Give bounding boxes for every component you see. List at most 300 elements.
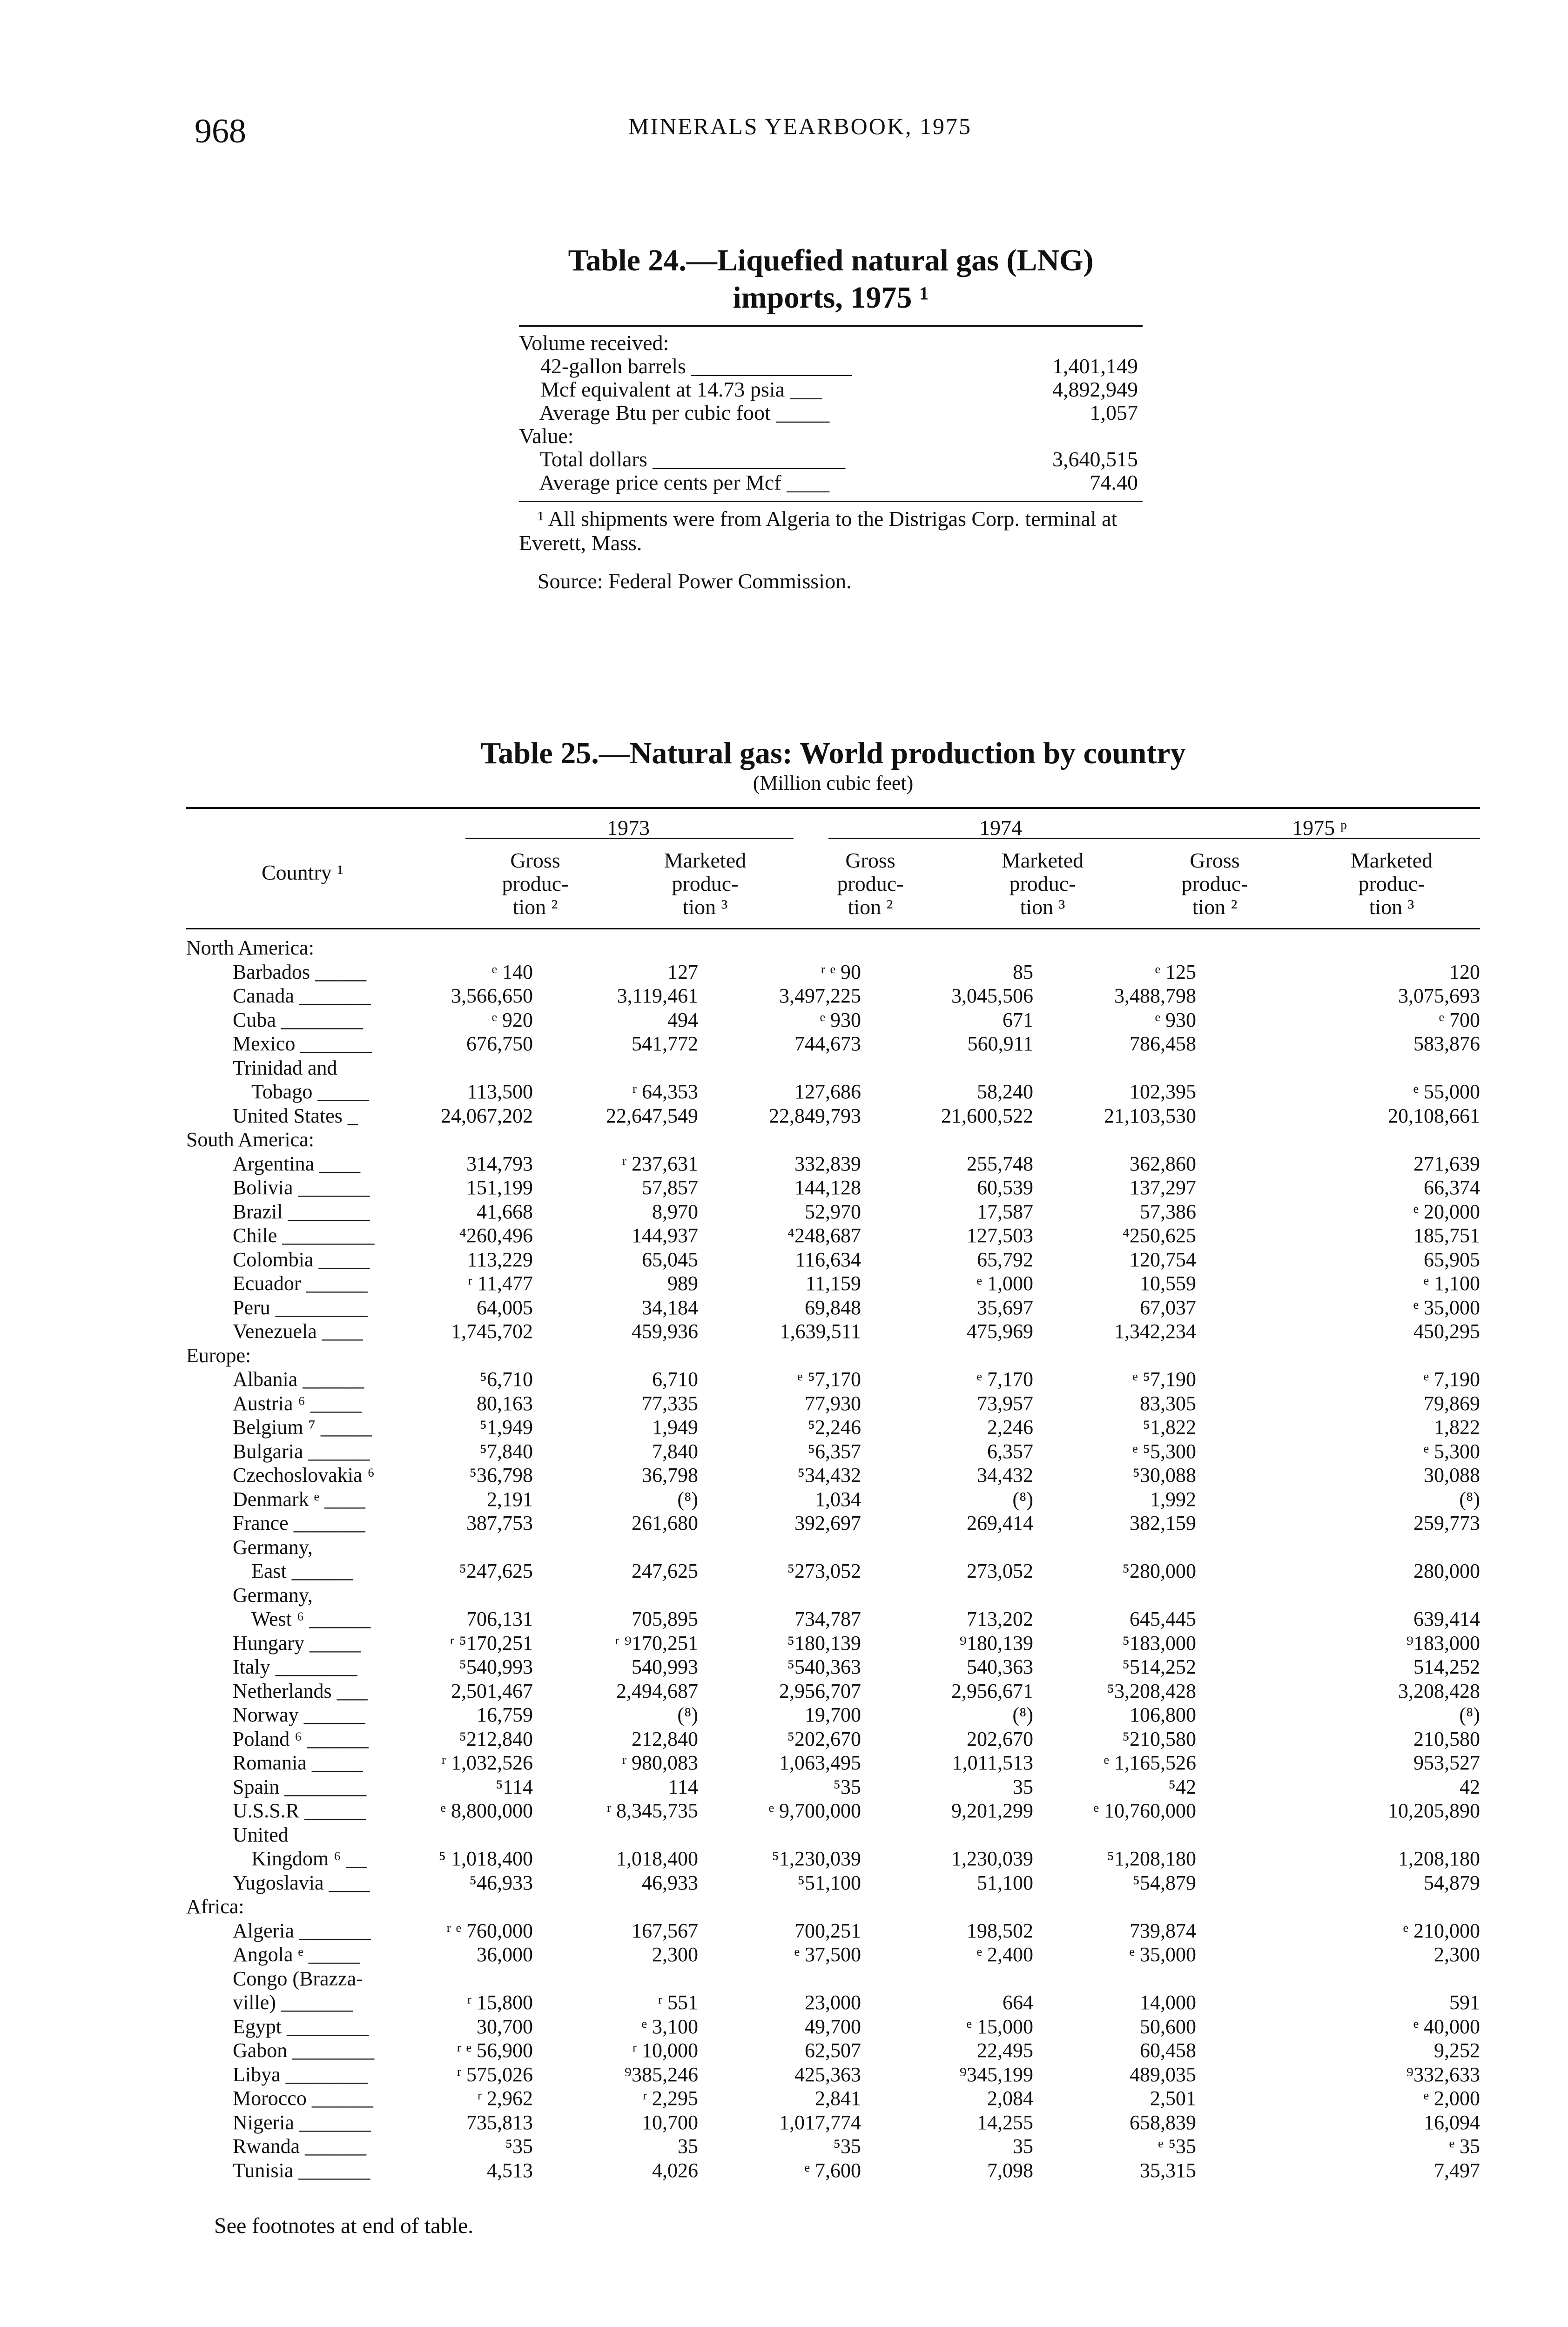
country-cell: North America: bbox=[186, 936, 314, 959]
column-header-line: tion ² bbox=[848, 895, 893, 919]
column-header-line: tion ³ bbox=[1369, 895, 1414, 919]
value-cell: ⁵35 bbox=[833, 2135, 861, 2158]
country-cell: Belgium ⁷ _____ bbox=[233, 1416, 372, 1439]
country-cell: Morocco ______ bbox=[233, 2087, 373, 2110]
value-cell: 102,395 bbox=[1130, 1080, 1196, 1103]
value-cell: 144,937 bbox=[632, 1224, 698, 1247]
value-cell: 459,936 bbox=[632, 1320, 698, 1343]
value-cell: ʳ 2,962 bbox=[477, 2087, 533, 2110]
value-cell: ᵉ 9,700,000 bbox=[768, 1799, 861, 1822]
table-row bbox=[186, 1775, 1480, 1799]
value-cell: ᵉ 700 bbox=[1439, 1008, 1480, 1031]
table-row bbox=[186, 1703, 1480, 1727]
country-cell: Yugoslavia ____ bbox=[233, 1871, 370, 1894]
value-cell: ⁹385,246 bbox=[624, 2063, 698, 2086]
table-row bbox=[186, 1679, 1480, 1703]
table-row bbox=[186, 1415, 1480, 1439]
value-cell: 639,414 bbox=[1413, 1607, 1480, 1630]
country-cell: Mexico _______ bbox=[233, 1032, 372, 1055]
column-header-line: tion ² bbox=[512, 895, 558, 919]
country-cell: Austria ⁶ _____ bbox=[233, 1392, 362, 1415]
value-cell: 36,000 bbox=[477, 1943, 533, 1966]
table-row bbox=[186, 1727, 1480, 1751]
value-cell: 144,128 bbox=[794, 1176, 861, 1199]
table-row bbox=[186, 1535, 1480, 1560]
value-cell: 57,386 bbox=[1140, 1200, 1196, 1223]
table-row bbox=[186, 1439, 1480, 1464]
value-cell: 658,839 bbox=[1130, 2111, 1196, 2134]
table-row bbox=[186, 1919, 1480, 1943]
value-cell: 3,566,650 bbox=[451, 984, 533, 1007]
value-cell: 2,494,687 bbox=[616, 1679, 698, 1702]
marketed-production-header-1974 bbox=[954, 849, 1131, 919]
value-cell: 34,432 bbox=[977, 1464, 1033, 1486]
value-cell: 560,911 bbox=[967, 1032, 1033, 1055]
value-cell: 1,230,039 bbox=[951, 1847, 1033, 1870]
country-cell: U.S.S.R ______ bbox=[233, 1799, 366, 1822]
value-cell: ᵉ 15,000 bbox=[966, 2015, 1033, 2038]
country-cell: Congo (Brazza- bbox=[233, 1967, 363, 1990]
value-cell: ⁴250,625 bbox=[1122, 1224, 1196, 1247]
value-cell: 1,011,513 bbox=[952, 1751, 1033, 1774]
value-cell: 17,587 bbox=[977, 1200, 1033, 1223]
value-cell: 54,879 bbox=[1424, 1871, 1480, 1894]
value-cell: ⁹332,633 bbox=[1406, 2063, 1480, 2086]
value-cell: 113,500 bbox=[467, 1080, 533, 1103]
value-cell: 989 bbox=[667, 1272, 698, 1295]
value-cell: 2,246 bbox=[987, 1416, 1033, 1439]
value-cell: 46,933 bbox=[642, 1871, 698, 1894]
value-cell: 127 bbox=[667, 960, 698, 983]
page-number: 968 bbox=[195, 112, 246, 150]
column-header-line: produc- bbox=[1181, 872, 1248, 895]
value-cell: 52,970 bbox=[805, 1200, 861, 1223]
country-cell: Colombia _____ bbox=[233, 1248, 370, 1271]
value-cell: 273,052 bbox=[967, 1560, 1033, 1582]
country-cell: Germany, bbox=[233, 1535, 313, 1559]
column-header-line: Marketed bbox=[664, 848, 747, 872]
value-cell: 60,539 bbox=[977, 1176, 1033, 1199]
table-row bbox=[186, 1271, 1480, 1296]
value-cell: 247,625 bbox=[632, 1560, 698, 1582]
year-1973-rule bbox=[465, 838, 794, 839]
value-cell: 2,300 bbox=[652, 1943, 698, 1966]
country-cell: Venezuela ____ bbox=[233, 1320, 363, 1343]
value-cell: 66,374 bbox=[1424, 1176, 1480, 1199]
value-cell: ⁵46,933 bbox=[469, 1871, 533, 1894]
value-cell: ᵉ 2,000 bbox=[1423, 2087, 1480, 2110]
table-24-row-label: Volume received: bbox=[519, 331, 669, 355]
country-cell: Bolivia _______ bbox=[233, 1176, 370, 1199]
value-cell: 450,295 bbox=[1413, 1320, 1480, 1343]
value-cell: 9,252 bbox=[1434, 2039, 1480, 2062]
value-cell: ᵉ 7,190 bbox=[1423, 1368, 1480, 1391]
value-cell: 212,840 bbox=[632, 1727, 698, 1750]
table-24-row bbox=[519, 448, 1143, 471]
value-cell: 80,163 bbox=[477, 1392, 533, 1415]
value-cell: 23,000 bbox=[805, 1991, 861, 2014]
table-24-row-value: 1,401,149 bbox=[1052, 354, 1138, 378]
value-cell: 271,639 bbox=[1413, 1152, 1480, 1175]
value-cell: 116,634 bbox=[795, 1248, 861, 1271]
value-cell: ⁵273,052 bbox=[787, 1560, 861, 1582]
value-cell: ᵉ 55,000 bbox=[1413, 1080, 1480, 1103]
gross-production-header-1975 bbox=[1136, 849, 1294, 919]
value-cell: 14,000 bbox=[1140, 1991, 1196, 2014]
value-cell: ᵉ ⁵7,190 bbox=[1132, 1368, 1196, 1391]
country-cell: East ______ bbox=[251, 1560, 353, 1582]
value-cell: ᵉ 1,165,526 bbox=[1104, 1751, 1196, 1774]
table-row bbox=[186, 1751, 1480, 1775]
value-cell: 35 bbox=[1013, 1775, 1033, 1798]
value-cell: 35,315 bbox=[1140, 2159, 1196, 2182]
value-cell: ʳ 575,026 bbox=[457, 2063, 533, 2086]
column-header-line: Gross bbox=[1190, 848, 1240, 872]
value-cell: ⁵540,363 bbox=[787, 1655, 861, 1678]
value-cell: 1,017,774 bbox=[779, 2111, 861, 2134]
value-cell: 2,956,671 bbox=[951, 1679, 1033, 1702]
value-cell: 1,063,495 bbox=[779, 1751, 861, 1774]
country-cell: Chile _________ bbox=[233, 1224, 375, 1247]
country-cell: Bulgaria ______ bbox=[233, 1439, 370, 1463]
value-cell: 120,754 bbox=[1130, 1248, 1196, 1271]
country-cell: Ecuador ______ bbox=[233, 1272, 368, 1295]
column-header-line: produc- bbox=[1358, 872, 1425, 895]
value-cell: 35 bbox=[678, 2135, 698, 2158]
country-cell: Africa: bbox=[186, 1895, 244, 1918]
column-header-line: tion ³ bbox=[682, 895, 728, 919]
table-row bbox=[186, 1128, 1480, 1152]
value-cell: 106,800 bbox=[1130, 1703, 1196, 1726]
value-cell: 1,034 bbox=[815, 1487, 861, 1511]
table-row bbox=[186, 1008, 1480, 1032]
table-25-body bbox=[186, 936, 1480, 2182]
value-cell: ⁵514,252 bbox=[1122, 1655, 1196, 1678]
table-row bbox=[186, 1319, 1480, 1344]
country-column-header: Country ¹ bbox=[261, 861, 344, 884]
country-cell: Spain ________ bbox=[233, 1775, 367, 1798]
table-row bbox=[186, 1559, 1480, 1583]
value-cell: ᵉ 210,000 bbox=[1403, 1919, 1480, 1942]
value-cell: ⁵1,949 bbox=[479, 1416, 533, 1439]
country-cell: Tunisia _______ bbox=[233, 2159, 370, 2182]
table-24-title-line1: Table 24.—Liquefied natural gas (LNG) bbox=[568, 243, 1094, 277]
value-cell: (⁸) bbox=[1012, 1487, 1033, 1511]
value-cell: ʳ ⁹170,251 bbox=[615, 1631, 698, 1654]
value-cell: ᵉ 140 bbox=[491, 960, 533, 983]
table-24-row bbox=[519, 355, 1143, 378]
value-cell: 16,759 bbox=[477, 1703, 533, 1726]
value-cell: 120 bbox=[1449, 960, 1480, 983]
column-header-line: Marketed bbox=[1001, 848, 1084, 872]
column-header-line: produc- bbox=[502, 872, 569, 895]
table-24-row bbox=[519, 378, 1143, 401]
value-cell: 1,208,180 bbox=[1398, 1847, 1480, 1870]
value-cell: 314,793 bbox=[466, 1152, 533, 1175]
table-row bbox=[186, 1032, 1480, 1056]
gross-production-header-1973 bbox=[456, 849, 614, 919]
table-24-source: Source: Federal Power Commission. bbox=[538, 569, 852, 593]
value-cell: 671 bbox=[1003, 1008, 1033, 1031]
value-cell: 77,335 bbox=[642, 1392, 698, 1415]
value-cell: ᵉ 10,760,000 bbox=[1093, 1799, 1196, 1822]
value-cell: ʳ ᵉ 760,000 bbox=[446, 1919, 533, 1942]
value-cell: 425,363 bbox=[794, 2063, 861, 2086]
value-cell: ⁹180,139 bbox=[959, 1631, 1033, 1654]
value-cell: ⁵2,246 bbox=[808, 1416, 861, 1439]
table-row bbox=[186, 936, 1480, 960]
value-cell: 1,639,511 bbox=[780, 1320, 861, 1343]
table-25-header-rule bbox=[186, 928, 1480, 929]
value-cell: 664 bbox=[1003, 1991, 1033, 2014]
country-cell: Egypt ________ bbox=[233, 2015, 369, 2038]
table-25 bbox=[186, 735, 1480, 2182]
country-cell: Europe: bbox=[186, 1344, 251, 1367]
value-cell: ᵉ 125 bbox=[1155, 960, 1196, 983]
table-row bbox=[186, 1631, 1480, 1655]
see-footnotes-note: See footnotes at end of table. bbox=[214, 2213, 474, 2238]
country-cell: France _______ bbox=[233, 1512, 365, 1534]
table-24-row-value: 74.40 bbox=[1090, 471, 1138, 494]
country-cell: Algeria _______ bbox=[233, 1919, 371, 1942]
value-cell: ⁵183,000 bbox=[1122, 1631, 1196, 1654]
table-row bbox=[186, 1895, 1480, 1919]
marketed-production-header-1975 bbox=[1303, 849, 1480, 919]
table-24-row-label: 42-gallon barrels _______________ bbox=[519, 354, 852, 378]
value-cell: ʳ 980,083 bbox=[622, 1751, 698, 1774]
table-24-row-value: 1,057 bbox=[1090, 401, 1138, 424]
table-row bbox=[186, 1296, 1480, 1320]
value-cell: 3,497,225 bbox=[779, 984, 861, 1007]
value-cell: (⁸) bbox=[677, 1487, 698, 1511]
value-cell: 382,159 bbox=[1130, 1512, 1196, 1534]
value-cell: 35,697 bbox=[977, 1296, 1033, 1319]
gross-production-header-1974 bbox=[791, 849, 949, 919]
value-cell: ⁵202,670 bbox=[787, 1727, 861, 1750]
value-cell: 77,930 bbox=[805, 1392, 861, 1415]
value-cell: ⁵3,208,428 bbox=[1107, 1679, 1196, 1702]
value-cell: 67,037 bbox=[1140, 1296, 1196, 1319]
value-cell: 3,045,506 bbox=[951, 984, 1033, 1007]
value-cell: 786,458 bbox=[1130, 1032, 1196, 1055]
table-24-footnote: ¹ All shipments were from Algeria to the Distrigas Corp. terminal at Everett, Mass. bbox=[519, 507, 1117, 555]
value-cell: 259,773 bbox=[1413, 1512, 1480, 1534]
table-row bbox=[186, 1511, 1480, 1535]
value-cell: ᵉ ⁵5,300 bbox=[1132, 1439, 1196, 1463]
value-cell: 489,035 bbox=[1130, 2063, 1196, 2086]
value-cell: ⁵30,088 bbox=[1132, 1464, 1196, 1486]
table-row bbox=[186, 1152, 1480, 1176]
value-cell: ⁵114 bbox=[496, 1775, 533, 1798]
value-cell: ⁵35 bbox=[505, 2135, 533, 2158]
value-cell: 713,202 bbox=[967, 1607, 1033, 1630]
value-cell: 2,841 bbox=[815, 2087, 861, 2110]
country-cell: United bbox=[233, 1823, 289, 1846]
value-cell: 744,673 bbox=[794, 1032, 861, 1055]
value-cell: 30,700 bbox=[477, 2015, 533, 2038]
value-cell: ⁵54,879 bbox=[1132, 1871, 1196, 1894]
value-cell: ⁵1,822 bbox=[1143, 1416, 1196, 1439]
table-row bbox=[186, 1200, 1480, 1224]
value-cell: ʳ ⁵170,251 bbox=[450, 1631, 533, 1654]
value-cell: 36,798 bbox=[642, 1464, 698, 1486]
value-cell: 185,751 bbox=[1413, 1224, 1480, 1247]
table-row bbox=[186, 2015, 1480, 2039]
value-cell: 2,300 bbox=[1434, 1943, 1480, 1966]
table-row bbox=[186, 1176, 1480, 1200]
value-cell: 280,000 bbox=[1413, 1560, 1480, 1582]
value-cell: 591 bbox=[1449, 1991, 1480, 2014]
value-cell: 34,184 bbox=[642, 1296, 698, 1319]
value-cell: 79,869 bbox=[1424, 1392, 1480, 1415]
value-cell: 11,159 bbox=[805, 1272, 861, 1295]
table-24-row bbox=[519, 401, 1143, 424]
value-cell: 7,098 bbox=[987, 2159, 1033, 2182]
value-cell: ⁵180,139 bbox=[787, 1631, 861, 1654]
value-cell: ʳ 15,800 bbox=[467, 1991, 533, 2014]
value-cell: ʳ 237,631 bbox=[622, 1152, 698, 1175]
table-row bbox=[186, 1967, 1480, 1991]
value-cell: 127,503 bbox=[967, 1224, 1033, 1247]
country-cell: West ⁶ ______ bbox=[251, 1607, 371, 1630]
value-cell: 332,839 bbox=[794, 1152, 861, 1175]
value-cell: ⁵1,230,039 bbox=[772, 1847, 861, 1870]
table-row bbox=[186, 1248, 1480, 1272]
country-cell: Germany, bbox=[233, 1583, 313, 1607]
table-row bbox=[186, 984, 1480, 1008]
table-24-row-value: 4,892,949 bbox=[1052, 377, 1138, 401]
value-cell: 198,502 bbox=[967, 1919, 1033, 1942]
value-cell: ⁵212,840 bbox=[459, 1727, 533, 1750]
value-cell: 2,956,707 bbox=[779, 1679, 861, 1702]
table-24-row-label: Average price cents per Mcf ____ bbox=[519, 471, 830, 494]
value-cell: 83,305 bbox=[1140, 1392, 1196, 1415]
value-cell: ᵉ 35,000 bbox=[1129, 1943, 1196, 1966]
value-cell: 676,750 bbox=[466, 1032, 533, 1055]
country-cell: Kingdom ⁶ __ bbox=[251, 1847, 367, 1870]
country-cell: Libya ________ bbox=[233, 2063, 368, 2086]
value-cell: 739,874 bbox=[1130, 1919, 1196, 1942]
value-cell: ᵉ 930 bbox=[820, 1008, 861, 1031]
value-cell: 73,957 bbox=[977, 1392, 1033, 1415]
table-row bbox=[186, 1655, 1480, 1679]
value-cell: 21,600,522 bbox=[941, 1104, 1033, 1127]
value-cell: ᵉ 35 bbox=[1449, 2135, 1480, 2158]
value-cell: 41,668 bbox=[477, 1200, 533, 1223]
value-cell: 6,710 bbox=[652, 1368, 698, 1391]
table-24-row-label: Average Btu per cubic foot _____ bbox=[519, 401, 830, 424]
table-row bbox=[186, 2063, 1480, 2087]
value-cell: 494 bbox=[667, 1008, 698, 1031]
table-24-row-label: Total dollars __________________ bbox=[519, 447, 846, 471]
country-cell: Tobago _____ bbox=[251, 1080, 369, 1103]
value-cell: ʳ 64,353 bbox=[632, 1080, 698, 1103]
value-cell: ⁵42 bbox=[1168, 1775, 1196, 1798]
table-row bbox=[186, 1487, 1480, 1512]
value-cell: 151,199 bbox=[466, 1176, 533, 1199]
table-row bbox=[186, 1080, 1480, 1104]
value-cell: ʳ 11,477 bbox=[468, 1272, 533, 1295]
table-24-row-value: 3,640,515 bbox=[1052, 447, 1138, 471]
value-cell: (⁸) bbox=[1012, 1703, 1033, 1726]
country-cell: Albania ______ bbox=[233, 1368, 364, 1391]
table-24-title bbox=[519, 242, 1143, 316]
value-cell: 261,680 bbox=[632, 1512, 698, 1534]
value-cell: 392,697 bbox=[794, 1512, 861, 1534]
value-cell: 69,848 bbox=[805, 1296, 861, 1319]
value-cell: 9,201,299 bbox=[951, 1799, 1033, 1822]
year-1975-rule bbox=[1159, 838, 1480, 839]
value-cell: 2,191 bbox=[487, 1487, 533, 1511]
value-cell: 127,686 bbox=[794, 1080, 861, 1103]
column-header-line: produc- bbox=[837, 872, 904, 895]
value-cell: ᵉ 1,000 bbox=[976, 1272, 1033, 1295]
value-cell: 7,497 bbox=[1434, 2159, 1480, 2182]
column-header-line: Marketed bbox=[1350, 848, 1433, 872]
value-cell: ᵉ 37,500 bbox=[794, 1943, 861, 1966]
country-cell: Czechoslovakia ⁶ bbox=[233, 1464, 375, 1486]
value-cell: ʳ 1,032,526 bbox=[441, 1751, 533, 1774]
table-24-row-label: Mcf equivalent at 14.73 psia ___ bbox=[519, 377, 822, 401]
table-25-title: Table 25.—Natural gas: World production by country bbox=[480, 736, 1186, 770]
value-cell: 10,205,890 bbox=[1388, 1799, 1480, 1822]
value-cell: 1,342,234 bbox=[1114, 1320, 1196, 1343]
table-row bbox=[186, 1463, 1480, 1487]
value-cell: 20,108,661 bbox=[1388, 1104, 1480, 1127]
value-cell: ⁵51,100 bbox=[797, 1871, 861, 1894]
value-cell: ⁵6,357 bbox=[808, 1439, 861, 1463]
table-24 bbox=[519, 242, 1143, 593]
table-row bbox=[186, 1056, 1480, 1080]
value-cell: 113,229 bbox=[467, 1248, 533, 1271]
table-row bbox=[186, 1991, 1480, 2015]
country-cell: Brazil ________ bbox=[233, 1200, 370, 1223]
value-cell: 21,103,530 bbox=[1104, 1104, 1196, 1127]
value-cell: 1,018,400 bbox=[616, 1847, 698, 1870]
value-cell: ᵉ 2,400 bbox=[976, 1943, 1033, 1966]
value-cell: 65,905 bbox=[1424, 1248, 1480, 1271]
value-cell: 210,580 bbox=[1413, 1727, 1480, 1750]
value-cell: 1,745,702 bbox=[451, 1320, 533, 1343]
value-cell: 35 bbox=[1013, 2135, 1033, 2158]
column-header-line: produc- bbox=[1009, 872, 1076, 895]
value-cell: ⁵210,580 bbox=[1122, 1727, 1196, 1750]
column-header-line: tion ² bbox=[1192, 895, 1238, 919]
value-cell: ⁵247,625 bbox=[459, 1560, 533, 1582]
value-cell: 2,084 bbox=[987, 2087, 1033, 2110]
value-cell: 700,251 bbox=[794, 1919, 861, 1942]
country-cell: Denmark ᵉ ____ bbox=[233, 1487, 365, 1511]
table-row bbox=[186, 2086, 1480, 2111]
value-cell: 137,297 bbox=[1130, 1176, 1196, 1199]
value-cell: 65,045 bbox=[642, 1248, 698, 1271]
value-cell: 705,895 bbox=[632, 1607, 698, 1630]
marketed-production-header-1973 bbox=[617, 849, 794, 919]
value-cell: 22,849,793 bbox=[769, 1104, 861, 1127]
value-cell: 65,792 bbox=[977, 1248, 1033, 1271]
value-cell: ᵉ 5,300 bbox=[1423, 1439, 1480, 1463]
table-row bbox=[186, 1392, 1480, 1416]
value-cell: ⁹345,199 bbox=[959, 2063, 1033, 2086]
value-cell: ⁴248,687 bbox=[787, 1224, 861, 1247]
country-cell: Rwanda ______ bbox=[233, 2135, 367, 2158]
value-cell: 114 bbox=[668, 1775, 698, 1798]
value-cell: 30,088 bbox=[1424, 1464, 1480, 1486]
value-cell: ᵉ 1,100 bbox=[1423, 1272, 1480, 1295]
country-cell: Angola ᵉ _____ bbox=[233, 1943, 360, 1966]
country-cell: Romania _____ bbox=[233, 1751, 363, 1774]
value-cell: ʳ 551 bbox=[658, 1991, 698, 2014]
